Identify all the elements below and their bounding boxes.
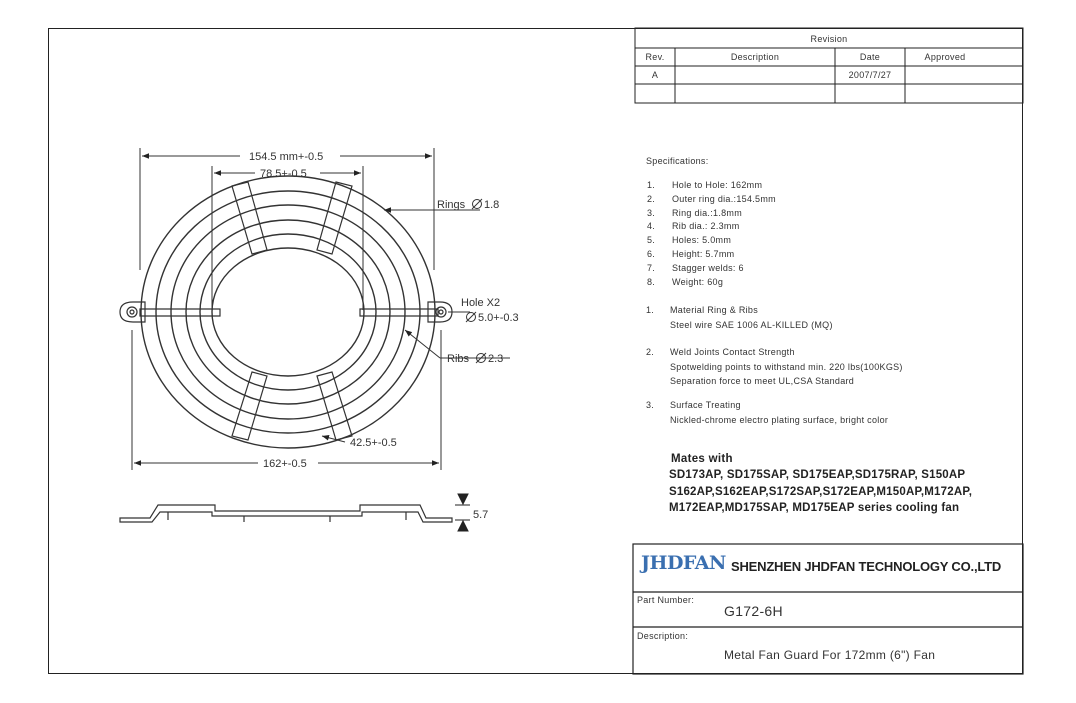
spec-item: Ring dia.:1.8mm — [672, 207, 743, 218]
description-header: Description — [730, 52, 780, 62]
part-number-value: G172-6H — [724, 603, 783, 619]
spec-item: Height: 5.7mm — [672, 249, 735, 259]
note-line: Material Ring & Ribs — [670, 305, 759, 315]
hole-label: Hole X2 — [461, 297, 501, 309]
revision-title: Revision — [810, 34, 848, 44]
spec-number: 4. — [647, 221, 656, 232]
spec-number: 5. — [647, 235, 656, 246]
note-number: 2. — [646, 347, 655, 357]
note-line: Separation force to meet UL,CSA Standard — [670, 376, 855, 386]
spec-number: 3. — [647, 207, 656, 218]
spec-item: Hole to Hole: 162mm — [672, 180, 763, 190]
guard-ring — [171, 205, 405, 419]
description-value: Metal Fan Guard For 172mm (6") Fan — [724, 648, 936, 662]
note-line: Weld Joints Contact Strength — [670, 347, 795, 357]
note-line: Surface Treating — [670, 400, 741, 410]
part-number-label: Part Number: — [637, 595, 695, 605]
specs-heading: Specifications: — [646, 156, 709, 166]
mates-line: SD173AP, SD175SAP, SD175EAP,SD175RAP, S150AP — [669, 469, 966, 481]
mates-heading: Mates with — [671, 453, 733, 465]
hole-to-hole-label: 162+-0.5 — [263, 458, 307, 470]
note-line: Steel wire SAE 1006 AL-KILLED (MQ) — [670, 319, 833, 330]
spec-number: 1. — [647, 180, 656, 190]
height-dimension — [455, 494, 470, 531]
date-value: 2007/7/27 — [848, 70, 892, 80]
note-line: Spotwelding points to withstand min. 220 lbs(100KGS) — [670, 361, 903, 372]
company-logo: JHDFAN — [641, 552, 726, 574]
side-profile — [120, 505, 452, 522]
mates-line: M172EAP,MD175SAP, MD175EAP series cooling fan — [669, 502, 960, 514]
guard-ring — [156, 191, 420, 433]
mates-line: S162AP,S162EAP,S172SAP,S172EAP,M150AP,M172AP, — [669, 486, 973, 498]
mount-holes — [120, 302, 452, 322]
ribs-label: Ribs — [447, 353, 470, 365]
spec-item: Stagger welds: 6 — [672, 262, 744, 273]
ribs-value: 2.3 — [488, 353, 504, 365]
spec-number: 6. — [647, 249, 656, 259]
guard-ring — [212, 248, 364, 376]
guard-ring — [141, 176, 435, 448]
note-number: 1. — [646, 305, 655, 315]
spec-item: Weight: 60g — [672, 276, 724, 287]
approved-header: Approved — [924, 52, 966, 62]
inner-diameter-label: 78.5+-0.5 — [260, 168, 307, 180]
note-number: 3. — [646, 400, 655, 410]
guard-rings — [141, 176, 435, 448]
spec-item: Outer ring dia.:154.5mm — [672, 193, 776, 204]
outer-diameter-label: 154.5 mm+-0.5 — [249, 151, 324, 163]
fan-guard-drawing — [0, 0, 630, 560]
spec-number: 2. — [647, 193, 656, 204]
spec-number: 7. — [647, 262, 656, 273]
guard-ring — [200, 234, 376, 390]
hole-value: 5.0+-0.3 — [478, 312, 519, 324]
rev-value: A — [651, 70, 659, 80]
spec-item: Rib dia.: 2.3mm — [672, 221, 740, 232]
spec-number: 8. — [647, 276, 656, 287]
height-label: 5.7 — [473, 509, 489, 521]
note-line: Nickled-chrome electro plating surface, bright color — [670, 414, 889, 425]
description-label: Description: — [637, 631, 689, 641]
spec-item: Holes: 5.0mm — [672, 235, 732, 246]
rib-gap-label: 42.5+-0.5 — [350, 437, 397, 449]
company-name: SHENZHEN JHDFAN TECHNOLOGY CO.,LTD — [731, 559, 1002, 574]
date-header: Date — [859, 52, 881, 62]
rings-value: 1.8 — [484, 199, 500, 211]
rev-header: Rev. — [645, 52, 665, 62]
rings-label: Rings — [437, 199, 466, 211]
